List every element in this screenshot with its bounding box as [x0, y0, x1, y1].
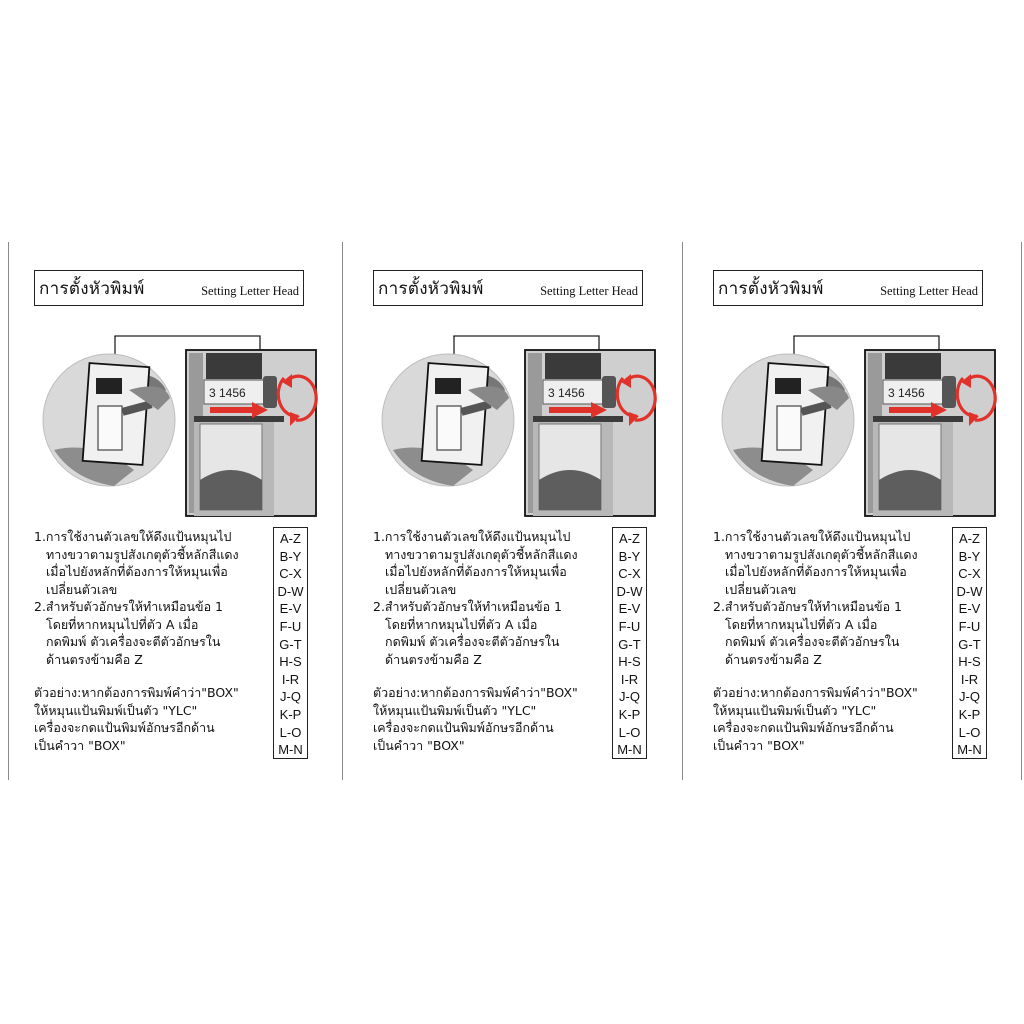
- instruction-line: ตัวอย่าง:หากต้องการพิมพ์คำว่า"BOX": [34, 685, 239, 700]
- instruction-text: [713, 528, 945, 754]
- instruction-line: 1.การใช้งานตัวเลขให้ดึงแป้นหมุนไป: [34, 529, 232, 544]
- letter-pair: K-P: [958, 706, 981, 722]
- counter-digits: 3 1456: [209, 386, 246, 400]
- instruction-line: เมื่อไปยังหลักที่ต้องการให้หมุนเพื่อ: [385, 564, 567, 579]
- letter-pair: M-N: [278, 742, 303, 758]
- letter-pair: A-Z: [280, 531, 301, 546]
- printer-photo: [373, 320, 663, 520]
- instruction-line: 2.สำหรับตัวอักษรให้ทำเหมือนข้อ 1: [713, 599, 903, 614]
- letter-pair: F-U: [279, 618, 302, 634]
- letter-pair: D-W: [277, 583, 304, 599]
- letter-pair: C-X: [279, 566, 302, 582]
- letter-pair: D-W: [956, 583, 983, 599]
- letter-pair: I-R: [620, 671, 639, 687]
- example-text: [373, 684, 605, 754]
- letter-mapping-table: [612, 527, 647, 759]
- letter-pair: I-R: [960, 671, 979, 687]
- letter-pair: M-N: [957, 742, 982, 758]
- instruction-line: กดพิมพ์ ตัวเครื่องจะตีตัวอักษรใน: [385, 634, 560, 649]
- instruction-line: ทางขวาตามรูปสังเกตุตัวชี้หลักสีแดง: [385, 546, 578, 562]
- instruction-line: ด้านตรงข้ามคือ Z: [725, 651, 822, 667]
- divider-left: [8, 242, 9, 780]
- letter-pair: F-U: [618, 618, 641, 634]
- instruction-line: 2.สำหรับตัวอักษรให้ทำเหมือนข้อ 1: [373, 599, 563, 614]
- instruction-text: [373, 528, 605, 754]
- instruction-line: กดพิมพ์ ตัวเครื่องจะตีตัวอักษรใน: [46, 634, 221, 649]
- step-one: [373, 528, 605, 598]
- instruction-line: โดยที่หากหมุนไปที่ตัว A เมื่อ: [46, 616, 199, 632]
- letter-pair: K-P: [618, 706, 641, 722]
- letter-pair: H-S: [958, 654, 981, 670]
- letter-pair: E-V: [958, 601, 981, 617]
- title-thai: การตั้งหัวพิมพ์: [378, 279, 484, 299]
- step-two: [373, 598, 605, 668]
- instruction-line: ให้หมุนแป้นพิมพ์เป็นตัว "YLC": [713, 702, 877, 718]
- instruction-line: ด้านตรงข้ามคือ Z: [46, 651, 143, 667]
- instruction-line: โดยที่หากหมุนไปที่ตัว A เมื่อ: [725, 616, 878, 632]
- instruction-line: 2.สำหรับตัวอักษรให้ทำเหมือนข้อ 1: [34, 599, 224, 614]
- instruction-line: เครื่องจะกดแป้นพิมพ์อักษรอีกด้าน: [34, 720, 215, 735]
- step-two: [34, 598, 266, 668]
- letter-pair: C-X: [958, 566, 981, 582]
- instruction-panel-3: [713, 270, 1003, 770]
- instruction-line: เปลี่ยนตัวเลข: [46, 581, 118, 597]
- letter-pair: J-Q: [619, 689, 640, 705]
- letter-pair: G-T: [279, 636, 302, 652]
- instruction-line: ตัวอย่าง:หากต้องการพิมพ์คำว่า"BOX": [373, 685, 578, 700]
- letter-pair: M-N: [617, 742, 642, 758]
- letter-pair: J-Q: [959, 689, 980, 705]
- instruction-line: เครื่องจะกดแป้นพิมพ์อักษรอีกด้าน: [713, 720, 894, 735]
- instruction-panel-1: [34, 270, 324, 770]
- divider-2: [682, 242, 683, 780]
- instruction-text: [34, 528, 266, 754]
- instruction-line: ตัวอย่าง:หากต้องการพิมพ์คำว่า"BOX": [713, 685, 918, 700]
- step-two: [713, 598, 945, 668]
- letter-pair: B-Y: [279, 548, 302, 564]
- letter-pair: E-V: [279, 601, 302, 617]
- instruction-line: เป็นคำวา "BOX": [34, 737, 126, 753]
- letter-pair: H-S: [279, 654, 302, 670]
- instruction-line: เปลี่ยนตัวเลข: [725, 581, 797, 597]
- title-box: [373, 270, 643, 306]
- letter-mapping-table: [273, 527, 308, 759]
- letter-pair: K-P: [279, 706, 302, 722]
- instruction-line: กดพิมพ์ ตัวเครื่องจะตีตัวอักษรใน: [725, 634, 900, 649]
- hand-closeup-image: [43, 354, 175, 486]
- instruction-line: ให้หมุนแป้นพิมพ์เป็นตัว "YLC": [373, 702, 537, 718]
- printer-photo: [34, 320, 324, 520]
- letter-pair: B-Y: [958, 548, 981, 564]
- hand-closeup-image: [722, 354, 854, 486]
- instruction-line: เป็นคำวา "BOX": [713, 737, 805, 753]
- step-one: [34, 528, 266, 598]
- letter-pair: I-R: [281, 671, 300, 687]
- instruction-line: ด้านตรงข้ามคือ Z: [385, 651, 482, 667]
- hand-closeup-image: [382, 354, 514, 486]
- title-english: Setting Letter Head: [880, 284, 978, 298]
- title-box: [34, 270, 304, 306]
- letter-pair: B-Y: [618, 548, 641, 564]
- letter-pair: C-X: [618, 566, 641, 582]
- instruction-line: ให้หมุนแป้นพิมพ์เป็นตัว "YLC": [34, 702, 198, 718]
- title-thai: การตั้งหัวพิมพ์: [718, 279, 824, 299]
- counter-digits: 3 1456: [888, 386, 925, 400]
- instruction-line: ทางขวาตามรูปสังเกตุตัวชี้หลักสีแดง: [46, 546, 239, 562]
- letter-pair: A-Z: [619, 531, 640, 546]
- divider-1: [342, 242, 343, 780]
- example-text: [34, 684, 266, 754]
- instruction-panel-2: [373, 270, 663, 770]
- instruction-line: เมื่อไปยังหลักที่ต้องการให้หมุนเพื่อ: [46, 564, 228, 579]
- printer-photo: [713, 320, 1003, 520]
- letter-pair: G-T: [618, 636, 641, 652]
- title-english: Setting Letter Head: [540, 284, 638, 298]
- letter-pair: G-T: [958, 636, 981, 652]
- instruction-line: เป็นคำวา "BOX": [373, 737, 465, 753]
- instruction-line: ทางขวาตามรูปสังเกตุตัวชี้หลักสีแดง: [725, 546, 918, 562]
- letter-pair: L-O: [958, 724, 981, 740]
- letter-mapping-table: [952, 527, 987, 759]
- instruction-line: 1.การใช้งานตัวเลขให้ดึงแป้นหมุนไป: [713, 529, 911, 544]
- letter-pair: E-V: [618, 601, 641, 617]
- example-text: [713, 684, 945, 754]
- divider-right: [1021, 242, 1022, 780]
- instruction-line: เมื่อไปยังหลักที่ต้องการให้หมุนเพื่อ: [725, 564, 907, 579]
- letter-pair: J-Q: [280, 689, 301, 705]
- letter-pair: H-S: [618, 654, 641, 670]
- letter-pair: L-O: [279, 724, 302, 740]
- title-english: Setting Letter Head: [201, 284, 299, 298]
- instruction-line: เปลี่ยนตัวเลข: [385, 581, 457, 597]
- step-one: [713, 528, 945, 598]
- letter-pair: D-W: [616, 583, 643, 599]
- letter-pair: A-Z: [959, 531, 980, 546]
- instruction-line: เครื่องจะกดแป้นพิมพ์อักษรอีกด้าน: [373, 720, 554, 735]
- letter-pair: L-O: [618, 724, 641, 740]
- instruction-line: โดยที่หากหมุนไปที่ตัว A เมื่อ: [385, 616, 538, 632]
- letter-pair: F-U: [958, 618, 981, 634]
- title-thai: การตั้งหัวพิมพ์: [39, 279, 145, 299]
- counter-digits: 3 1456: [548, 386, 585, 400]
- instruction-line: 1.การใช้งานตัวเลขให้ดึงแป้นหมุนไป: [373, 529, 571, 544]
- title-box: [713, 270, 983, 306]
